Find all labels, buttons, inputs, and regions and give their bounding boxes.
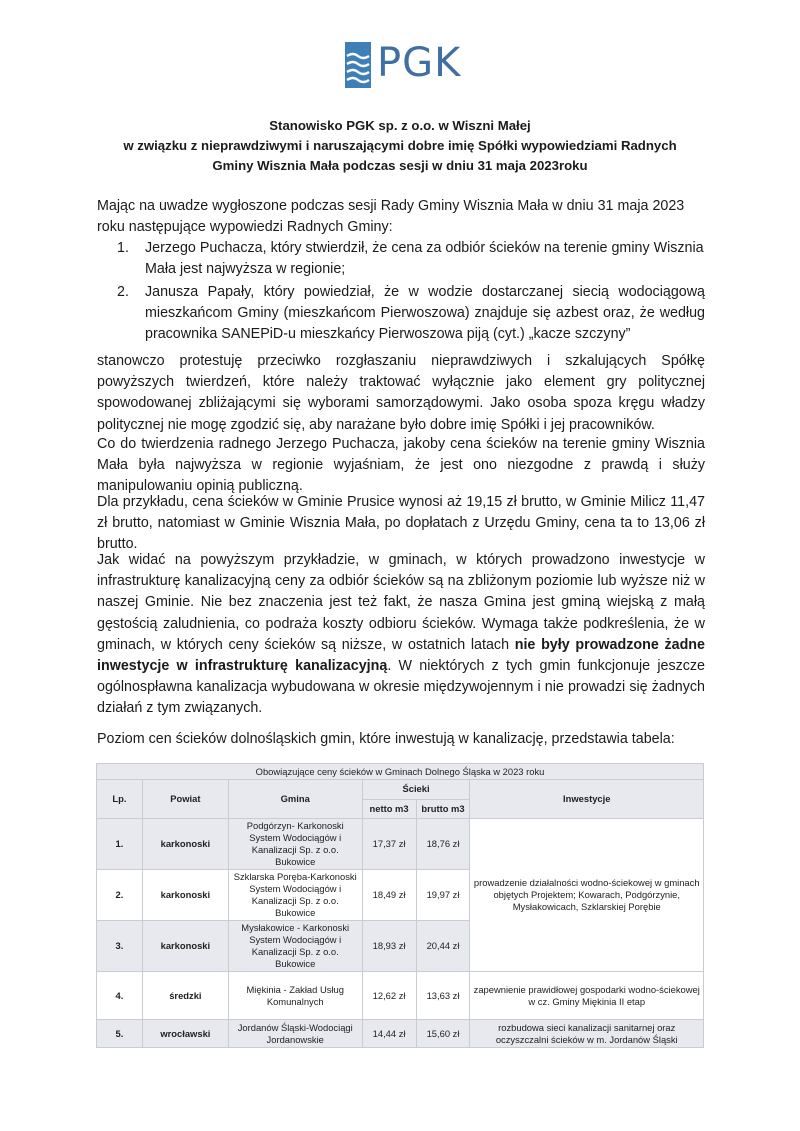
header-brutto: brutto m3 (416, 799, 470, 819)
paragraph-investments (97, 550, 705, 720)
header-inwestycje: Inwestycje (470, 780, 704, 819)
cell-inwestycje: zapewnienie prawidłowej gospodarki wodno-ściekowej w cz. Gminy Miękinia II etap (470, 972, 704, 1020)
header-lp: Lp. (97, 780, 143, 819)
list-number: 2. (117, 284, 129, 300)
emphasis-text: nie były prowadzone żadne inwestycje w infrastrukturę kanalizacyjną (97, 636, 705, 675)
cell-brutto: 20,44 zł (416, 921, 470, 972)
cell-lp: 5. (97, 1020, 143, 1048)
cell-netto: 18,49 zł (362, 870, 416, 921)
cell-lp: 1. (97, 819, 143, 870)
cell-gmina: Szklarska Poręba-Karkonoski System Wodociągów i Kanalizacji Sp. z o.o. Bukowice (228, 870, 362, 921)
paragraph-example: Dla przykładu, cena ścieków w Gminie Prusice wynosi aż 19,15 zł brutto, w Gminie Milicz 11,47 zł brutto, natomiast w Gminie Wisznia Mała, po dopłatach z Urzędu Gminy, cena ta to 13,06 zł brutto. (97, 494, 705, 553)
price-table (96, 763, 704, 1048)
cell-lp: 3. (97, 921, 143, 972)
header-netto: netto m3 (362, 799, 416, 819)
cell-brutto: 13,63 zł (416, 972, 470, 1020)
title-line-1: Stanowisko PGK sp. z o.o. w Wiszni Małej (269, 118, 531, 133)
paragraph-protest: stanowczo protestuję przeciwko rozgłaszaniu nieprawdziwych i szkalujących Spółkę powyższych twierdzeń, które należy traktować wyłącznie jako element gry politycznej spowodowanej zbliżającymi się wyborami samorządowymi. Jako osoba spoza kręgu władzy politycznej nie mogę zgodzić się, aby narażane było dobre imię Spółki i jej pracowników. (97, 353, 705, 433)
cell-lp: 4. (97, 972, 143, 1020)
header-gmina: Gmina (228, 780, 362, 819)
cell-powiat: karkonoski (142, 921, 228, 972)
cell-brutto: 15,60 zł (416, 1020, 470, 1048)
cell-netto: 18,93 zł (362, 921, 416, 972)
title-line-3: Gminy Wisznia Mała podczas sesji w dniu 31 maja 2023roku (212, 158, 588, 173)
cell-gmina: Jordanów Śląski-Wodociągi Jordanowskie (228, 1020, 362, 1048)
list-number: 1. (117, 240, 129, 256)
cell-gmina: Mysłakowice - Karkonoski System Wodociągów i Kanalizacji Sp. z o.o. Bukowice (228, 921, 362, 972)
cell-powiat: wrocławski (142, 1020, 228, 1048)
paragraph-text: . W niektórych z tych gmin funkcjonuje jeszcze ogólnospławna kanalizacja wybudowana w okresie międzywojennym i nie prowadzi się żadnych działań z tym związanych. (97, 658, 705, 717)
cell-inwestycje: rozbudowa sieci kanalizacji sanitarnej oraz oczyszczalni ścieków w m. Jordanów Śląski (470, 1020, 704, 1048)
cell-gmina: Miękinia - Zakład Usług Komunalnych (228, 972, 362, 1020)
cell-powiat: karkonoski (142, 870, 228, 921)
list-text: Jerzego Puchacza, który stwierdził, że cena za odbiór ścieków na terenie gminy Wisznia Mała jest najwyższa w regionie; (145, 240, 704, 278)
cell-powiat: karkonoski (142, 819, 228, 870)
cell-lp: 2. (97, 870, 143, 921)
cell-netto: 17,37 zł (362, 819, 416, 870)
cell-gmina: Podgórzyn- Karkonoski System Wodociągów i Kanalizacji Sp. z o.o. Bukowice (228, 819, 362, 870)
list-item (117, 282, 705, 346)
logo-text: PGK (377, 40, 462, 86)
header-powiat: Powiat (142, 780, 228, 819)
cell-brutto: 18,76 zł (416, 819, 470, 870)
header-scieki: Ścieki (362, 780, 470, 800)
waves-icon (345, 42, 371, 88)
title-line-2: w związku z nieprawdziwymi i naruszającymi dobre imię Spółki wypowiedziami Radnych (123, 138, 677, 153)
cell-inwestycje: prowadzenie działalności wodno-ściekowej w gminach objętych Projektem; Kowarach, Podgórzynie, Mysłakowicach, Szklarskiej Porębie (470, 819, 704, 972)
paragraph-puchacz: Co do twierdzenia radnego Jerzego Puchacza, jakoby cena ścieków na terenie gminy Wisznia Mała była najwyższa w regionie wyjaśniam, że jest ono niezgodne z prawdą i służy manipulowaniu opinią publiczną. (97, 436, 705, 495)
table-caption: Obowiązujące ceny ścieków w Gminach Dolnego Śląska w 2023 roku (97, 764, 704, 780)
table-row (97, 819, 704, 870)
list-item (117, 238, 705, 280)
table-row (97, 972, 704, 1020)
cell-netto: 14,44 zł (362, 1020, 416, 1048)
paragraph-table-intro: Poziom cen ścieków dolnośląskich gmin, które inwestują w kanalizację, przedstawia tabela: (97, 731, 675, 747)
cell-netto: 12,62 zł (362, 972, 416, 1020)
pgk-logo (345, 42, 465, 88)
intro-paragraph: Mając na uwadze wygłoszone podczas sesji Rady Gminy Wisznia Mała w dniu 31 maja 2023 roku następujące wypowiedzi Radnych Gminy: (97, 198, 685, 236)
cell-powiat: średzki (142, 972, 228, 1020)
cell-brutto: 19,97 zł (416, 870, 470, 921)
table-row (97, 1020, 704, 1048)
list-text: Janusza Papały, który powiedział, że w wodzie dostarczanej siecią wodociągową mieszkańcom Gminy (mieszkańcom Pierwoszowa) znajduje się azbest oraz, że według pracownika SANEPiD-u mieszkańcy Pierwoszowa piją (cyt.) „kacze szczyny” (145, 284, 705, 343)
paragraph-text: Jak widać na powyższym przykładzie, w gminach, w których prowadzono inwestycje w infrastrukturę kanalizacyjną ceny za odbiór ścieków są na zbliżonym poziomie lub wyższe niż w naszej Gminie. Nie bez znaczenia jest też fakt, że nasza Gmina jest gminą wiejską z małą gęstością zaludnienia, co podraża koszty odbioru ścieków. Wymaga także podkreślenia, że w gminach, w których ceny ścieków są niższe, w ostatnich latach (97, 552, 705, 653)
